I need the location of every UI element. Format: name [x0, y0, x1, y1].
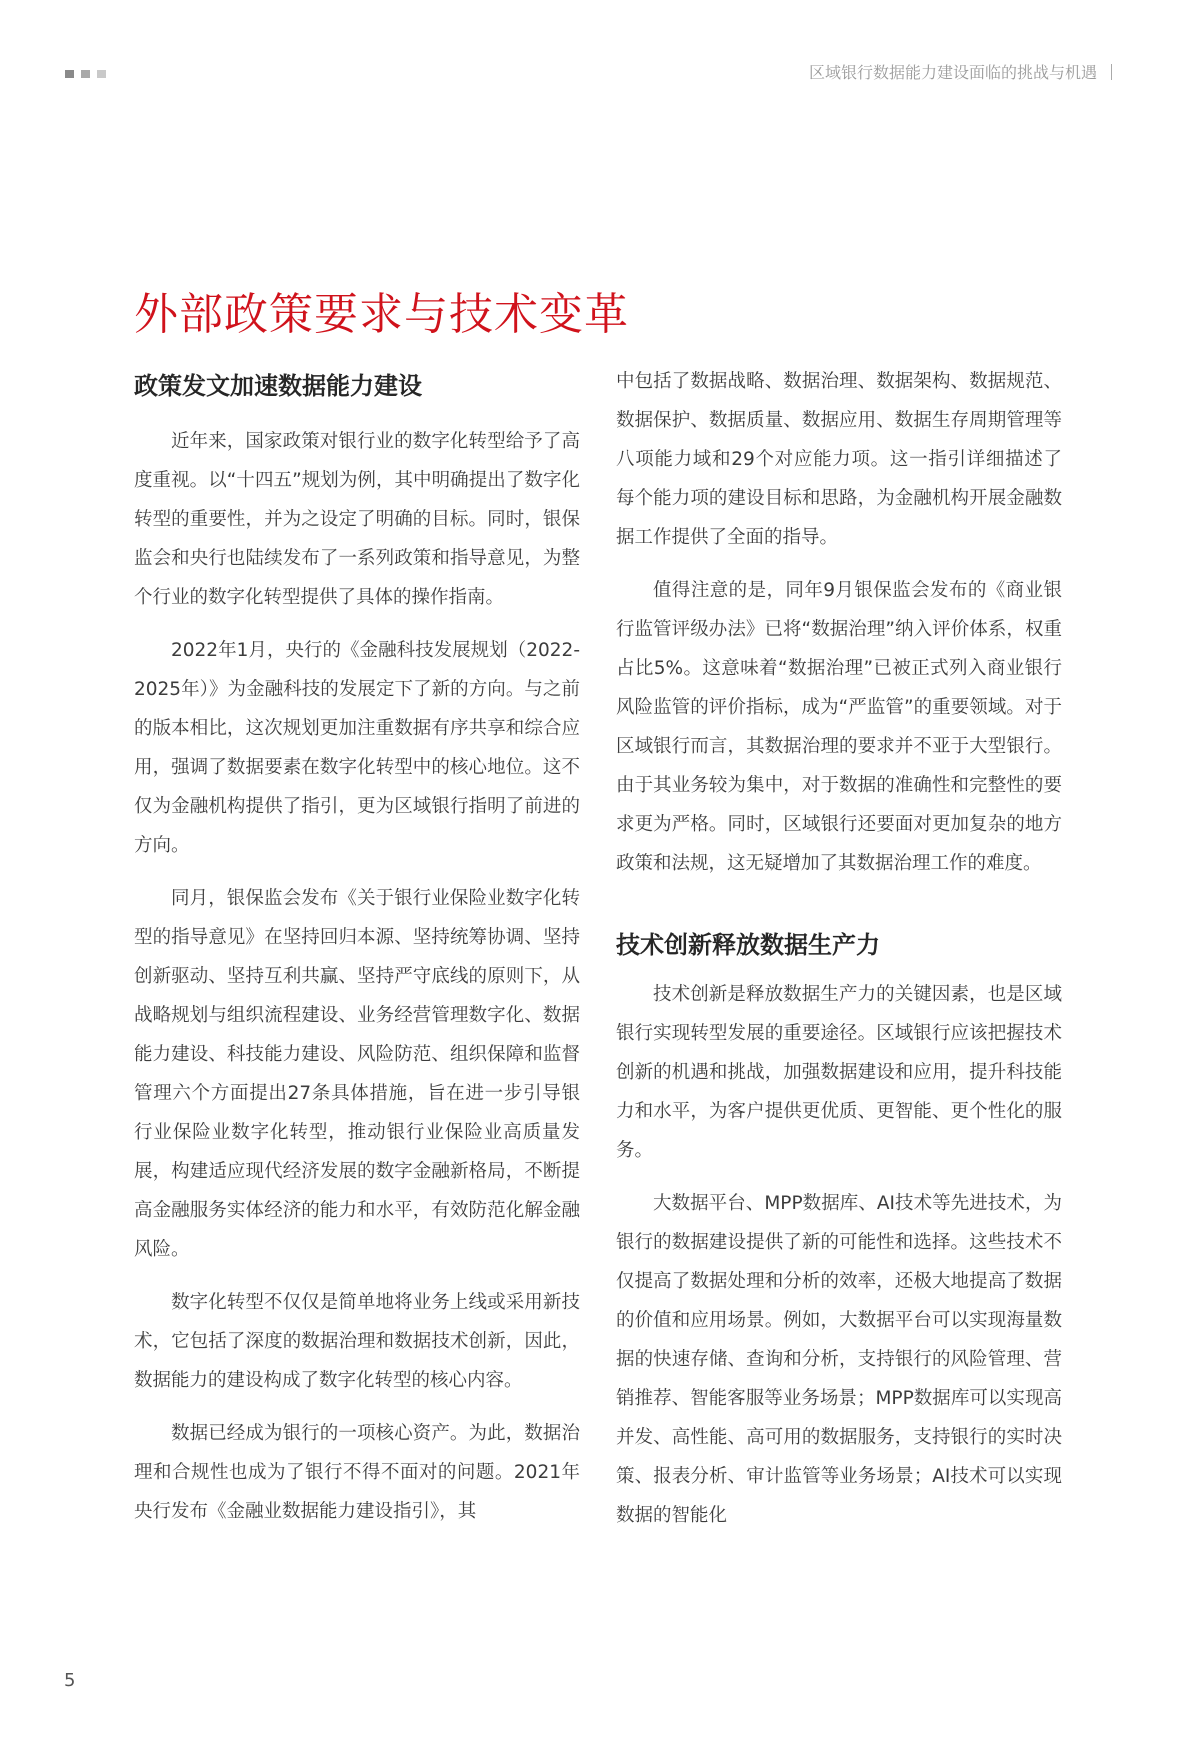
paragraph: 值得注意的是，同年9月银保监会发布的《商业银行监管评级办法》已将“数据治理”纳入评价体系，权重占比5%。这意味着“数据治理”已被正式列入商业银行风险监管的评价指标，成为“严监管”的重要领域。对于区域银行而言，其数据治理的要求并不亚于大型银行。由于其业务较为集中，对于数据的准确性和完整性的要求更为严格。同时，区域银行还要面对更加复杂的地方政策和法规，这无疑增加了其数据治理工作的难度。 — [616, 580, 1062, 874]
header-divider — [1111, 64, 1112, 80]
running-header-title: 区域银行数据能力建设面临的挑战与机遇 — [808, 63, 1097, 82]
subheading-technology: 技术创新释放数据生产力 — [616, 931, 880, 959]
subheading-policy: 政策发文加速数据能力建设 — [134, 372, 422, 400]
square-2 — [81, 70, 90, 78]
paragraph: 技术创新是释放数据生产力的关键因素，也是区域银行实现转型发展的重要途径。区域银行应该把握技术创新的机遇和挑战，加强数据建设和应用，提升科技能力和水平，为客户提供更优质、更智能、更个性化的服务。 — [616, 984, 1062, 1161]
header-decoration — [65, 70, 106, 78]
paragraph: 数据已经成为银行的一项核心资产。为此，数据治理和合规性也成为了银行不得不面对的问题。2021年央行发布《金融业数据能力建设指引》，其 — [134, 1423, 580, 1522]
page-number: 5 — [64, 1670, 76, 1691]
right-column — [616, 362, 1062, 1549]
paragraph: 数字化转型不仅仅是简单地将业务上线或采用新技术，它包括了深度的数据治理和数据技术创新，因此，数据能力的建设构成了数字化转型的核心内容。 — [134, 1292, 580, 1391]
paragraph: 2022年1月，央行的《金融科技发展规划（2022-2025年）》为金融科技的发展定下了新的方向。与之前的版本相比，这次规划更加注重数据有序共享和综合应用，强调了数据要素在数字化转型中的核心地位。这不仅为金融机构提供了指引，更为区域银行指明了前进的方向。 — [134, 640, 580, 856]
paragraph: 同月，银保监会发布《关于银行业保险业数字化转型的指导意见》在坚持回归本源、坚持统筹协调、坚持创新驱动、坚持互利共赢、坚持严守底线的原则下，从战略规划与组织流程建设、业务经营管理数字化、数据能力建设、科技能力建设、风险防范、组织保障和监督管理六个方面提出27条具体措施，旨在进一步引导银行业保险业数字化转型，推动银行业保险业高质量发展，构建适应现代经济发展的数字金融新格局，不断提高金融服务实体经济的能力和水平，有效防范化解金融风险。 — [134, 888, 580, 1260]
running-header — [809, 60, 1112, 83]
paragraph: 近年来，国家政策对银行业的数字化转型给予了高度重视。以“十四五”规划为例，其中明确提出了数字化转型的重要性，并为之设定了明确的目标。同时，银保监会和央行也陆续发布了一系列政策和指导意见，为整个行业的数字化转型提供了具体的操作指南。 — [134, 431, 580, 608]
paragraph-continuation: 中包括了数据战略、数据治理、数据架构、数据规范、数据保护、数据质量、数据应用、数据生存周期管理等八项能力域和29个对应能力项。这一指引详细描述了每个能力项的建设目标和思路，为金融机构开展金融数据工作提供了全面的指导。 — [616, 371, 1062, 548]
paragraph: 大数据平台、MPP数据库、AI技术等先进技术，为银行的数据建设提供了新的可能性和选择。这些技术不仅提高了数据处理和分析的效率，还极大地提高了数据的价值和应用场景。例如，大数据平台可以实现海量数据的快速存储、查询和分析，支持银行的风险管理、营销推荐、智能客服等业务场景；MPP数据库可以实现高并发、高性能、高可用的数据服务，支持银行的实时决策、报表分析、审计监管等业务场景；AI技术可以实现数据的智能化 — [616, 1193, 1062, 1526]
square-1 — [65, 70, 74, 78]
section-title: 外部政策要求与技术变革 — [134, 289, 629, 340]
left-column — [134, 366, 580, 1545]
spacer — [616, 897, 1062, 925]
square-3 — [97, 70, 106, 78]
